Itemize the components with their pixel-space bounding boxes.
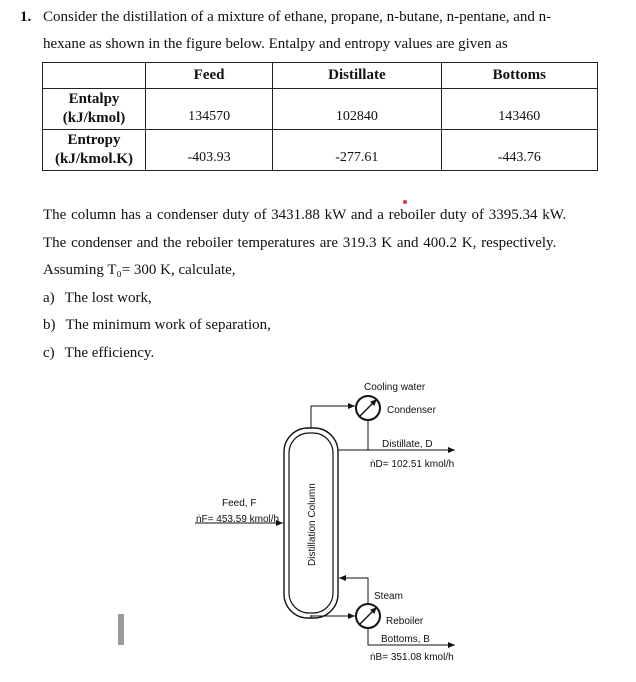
boilup-line (339, 578, 368, 605)
question-text-1: Consider the distillation of a mixture of ethane, propane, n-butane, n-pentane, and n- (43, 9, 552, 25)
row-label-enthalpy: Entalpy (kJ/kmol) (43, 89, 146, 130)
bottoms-flow-label: ṅB= 351.08 kmol/h (370, 652, 454, 663)
entropy-bottoms: -443.76 (441, 130, 597, 171)
reboiler-label: Reboiler (386, 616, 424, 627)
paragraph-line-3: Assuming T₀= 300 K, calculate, (43, 262, 236, 278)
feed-label: Feed, F (222, 498, 257, 509)
entropy-distillate: -277.61 (273, 130, 441, 171)
distillate-flow-label: ṅD= 102.51 kmol/h (370, 459, 455, 470)
table-header-row (43, 63, 598, 89)
paragraph-line-2: The condenser and the reboiler temperatures are 319.3 K and 400.2 K, respectively. (43, 235, 557, 251)
distillate-label: Distillate, D (382, 439, 433, 450)
question-line-1 (20, 9, 551, 26)
grey-bar-mark (118, 614, 124, 645)
table-header-distillate: Distillate (273, 63, 441, 89)
row-label-entropy: Entropy (kJ/kmol.K) (43, 130, 146, 171)
table-corner-cell (43, 63, 146, 89)
question-number: 1. (20, 9, 32, 25)
vapor-line (311, 406, 355, 428)
paragraph-line-1: The column has a condenser duty of 3431.88 kW and a reboiler duty of 3395.34 kW. (43, 207, 567, 223)
properties-table (42, 62, 598, 171)
table-header-feed: Feed (146, 63, 273, 89)
table-header-bottoms: Bottoms (441, 63, 597, 89)
task-item-b: b) The minimum work of separation, (43, 317, 271, 333)
red-dot-mark (403, 200, 407, 204)
bottoms-label: Bottoms, B (381, 634, 430, 645)
steam-label: Steam (374, 591, 403, 602)
cooling-water-label: Cooling water (364, 382, 426, 393)
distillation-diagram (0, 370, 636, 682)
enthalpy-bottoms: 143460 (441, 89, 597, 130)
table-row-entropy (43, 130, 598, 171)
question-line-2: hexane as shown in the figure below. Entalpy and entropy values are given as (43, 36, 508, 52)
entropy-feed: -403.93 (146, 130, 273, 171)
column-label: Distillation Column (307, 483, 318, 566)
task-item-a: a) The lost work, (43, 290, 152, 306)
condenser-label: Condenser (387, 405, 436, 416)
enthalpy-distillate: 102840 (273, 89, 441, 130)
task-item-c: c) The efficiency. (43, 345, 155, 361)
feed-flow-label: ṅF= 453.59 kmol/h (196, 514, 280, 525)
enthalpy-feed: 134570 (146, 89, 273, 130)
table-row-enthalpy (43, 89, 598, 130)
